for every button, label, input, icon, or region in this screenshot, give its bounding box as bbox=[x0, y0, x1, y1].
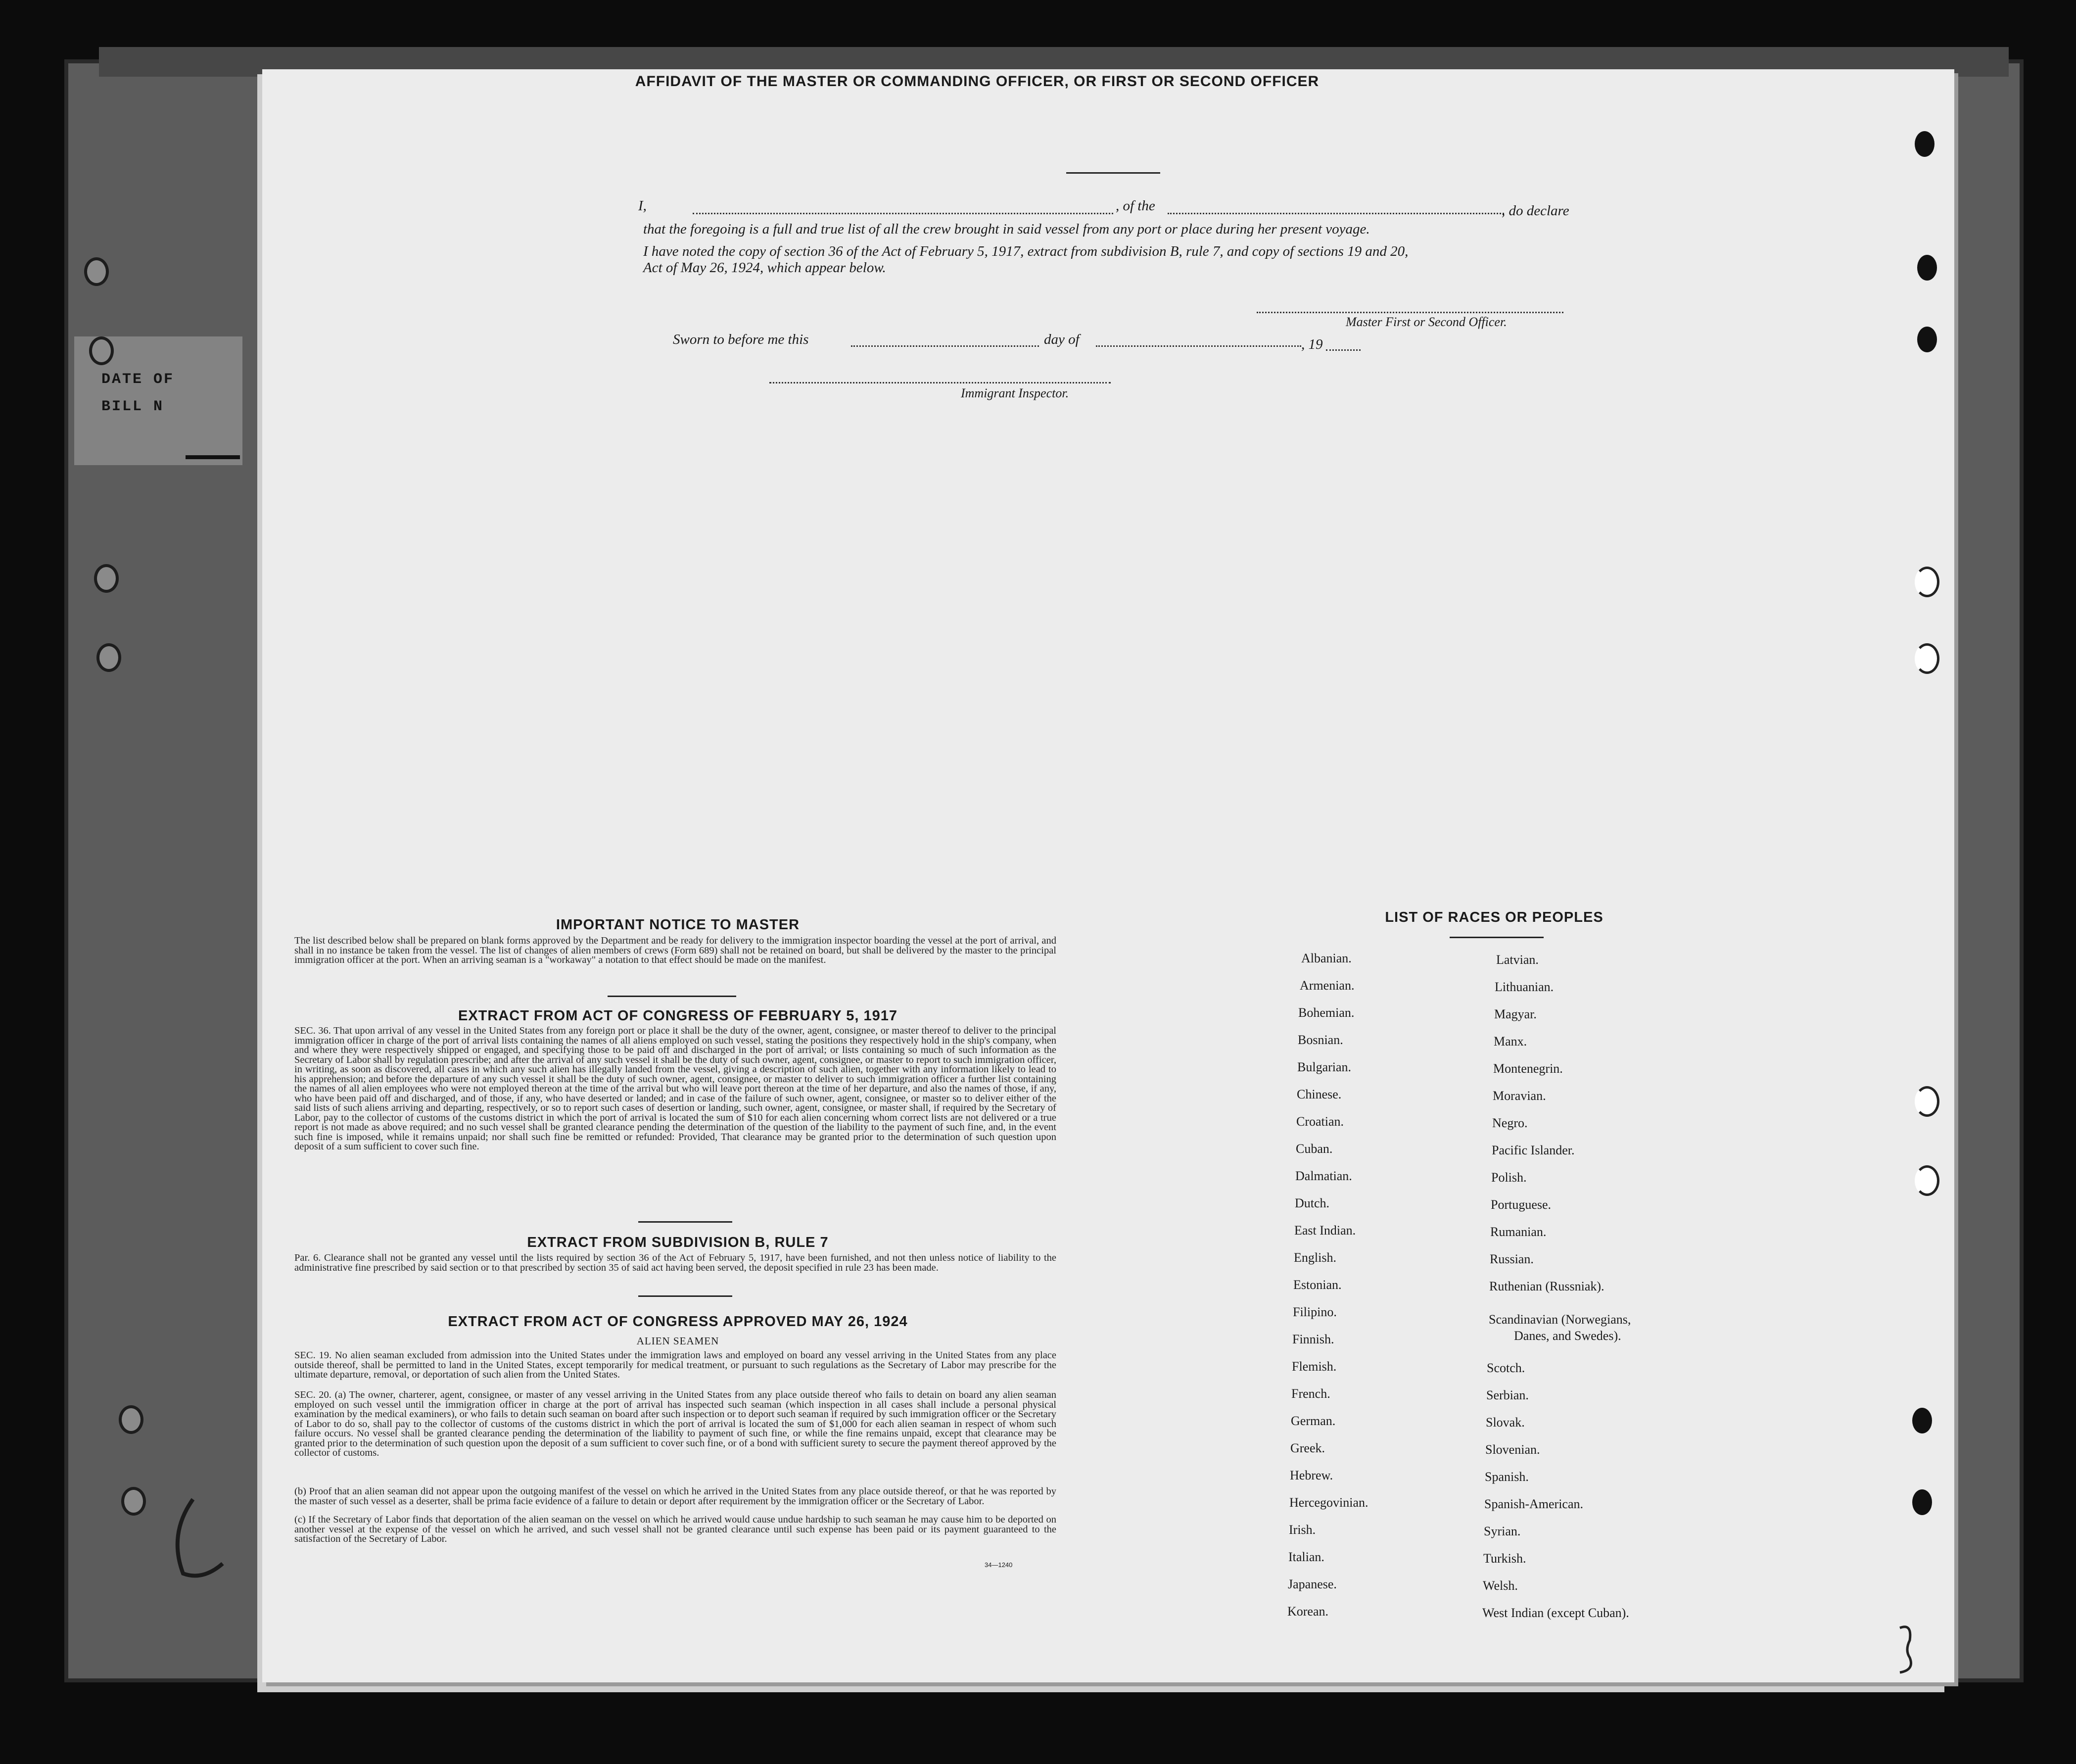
sec-20b-text: (b) Proof that an alien seaman did not appear upon the outgoing manifest of the vessel on which he arrived in the United States from any place outside thereof, or that he was reported by the master of such vessel as a deserter, shall be prima facie evidence of a failure to detain or deport after requirement by the immigration officer or the Secretary of Labor. bbox=[294, 1486, 1056, 1507]
day-of-label: day of bbox=[1044, 332, 1080, 347]
inspector-label: Immigrant Inspector. bbox=[961, 386, 1069, 400]
subdivision-b-title: EXTRACT FROM SUBDIVISION B, RULE 7 bbox=[527, 1235, 829, 1250]
binder-hole bbox=[96, 643, 121, 672]
race-item: Irish. bbox=[1289, 1523, 1316, 1537]
race-item: Slovak. bbox=[1486, 1415, 1525, 1430]
race-item: Dalmatian. bbox=[1295, 1169, 1352, 1183]
race-item: Russian. bbox=[1490, 1252, 1534, 1266]
race-item: Latvian. bbox=[1496, 953, 1539, 967]
of-the-label: , of the bbox=[1116, 198, 1155, 214]
affidavit-title: AFFIDAVIT OF THE MASTER OR COMMANDING OFFICER, OR FIRST OR SECOND OFFICER bbox=[635, 73, 1320, 90]
race-item: East Indian. bbox=[1294, 1223, 1356, 1238]
race-item: Finnish. bbox=[1292, 1332, 1334, 1346]
binder-hole bbox=[94, 564, 119, 593]
race-item: Montenegrin. bbox=[1493, 1061, 1563, 1076]
race-item: Negro. bbox=[1492, 1116, 1528, 1130]
race-item: Welsh. bbox=[1483, 1578, 1518, 1593]
race-item: Pacific Islander. bbox=[1492, 1143, 1575, 1157]
punch-hole bbox=[1915, 1165, 1939, 1196]
race-item: West Indian (except Cuban). bbox=[1482, 1606, 1629, 1620]
race-item: French. bbox=[1291, 1386, 1330, 1401]
race-item: Armenian. bbox=[1300, 978, 1355, 993]
master-signature-label: Master First or Second Officer. bbox=[1346, 315, 1507, 329]
punch-hole bbox=[1912, 1489, 1932, 1515]
race-item: Italian. bbox=[1288, 1550, 1324, 1564]
affidavit-i-label: I, bbox=[638, 198, 647, 214]
section-rule bbox=[638, 1221, 732, 1223]
race-item: Bulgarian. bbox=[1297, 1060, 1352, 1074]
race-item: Estonian. bbox=[1293, 1278, 1342, 1292]
race-item: Slovenian. bbox=[1485, 1442, 1540, 1457]
punch-hole bbox=[1915, 567, 1939, 597]
section-rule bbox=[638, 1295, 732, 1297]
race-item: Serbian. bbox=[1486, 1388, 1529, 1402]
binder-hole bbox=[121, 1487, 146, 1516]
subdivision-b-text: Par. 6. Clearance shall not be granted any vessel until the lists required by section 36 of the Act of February 5, 1917, have been furnished, and not then unless notice of liability to the administrative fine prescribed by said section or to that prescribed by section 35 of said act having been served, the deposit specified in rule 23 has been made. bbox=[294, 1252, 1056, 1273]
master-signature-line bbox=[1257, 312, 1563, 313]
binder-hole bbox=[119, 1405, 143, 1434]
race-item: Croatian. bbox=[1296, 1114, 1344, 1129]
inspector-signature-line bbox=[769, 382, 1111, 383]
race-item: Lithuanian. bbox=[1495, 980, 1554, 994]
year-blank-line bbox=[1326, 349, 1361, 351]
race-item: Scandinavian (Norwegians, bbox=[1489, 1312, 1631, 1327]
section-rule bbox=[608, 996, 736, 997]
race-item: Greek. bbox=[1290, 1441, 1325, 1455]
handwritten-mark bbox=[1890, 1623, 1925, 1677]
race-item: Rumanian. bbox=[1490, 1225, 1547, 1239]
races-title: LIST OF RACES OR PEOPLES bbox=[1385, 909, 1604, 925]
race-item: Scotch. bbox=[1487, 1361, 1525, 1375]
affidavit-line-3: I have noted the copy of section 36 of the Act of February 5, 1917, extract from subdivision B, rule 7, and copy of sections 19 and 20, bbox=[643, 243, 1409, 259]
binder-hole bbox=[89, 336, 114, 365]
race-item: Magyar. bbox=[1494, 1007, 1537, 1021]
sworn-month-line bbox=[1096, 345, 1301, 347]
sec-20a-text: SEC. 20. (a) The owner, charterer, agent, consignee, or master of any vessel arriving in the United States from any place outside thereof who fails to detain on board any alien seaman employed on such vessel until the immigration officer in charge at the port of arrival has inspected such seaman (which inspection in all cases shall include a personal physical examination by the medical examiners), or who fails to detain such seaman on board after such inspection or to deport such seaman if required by such immigration officer or the Secretary of Labor to do so, shall pay to the collector of customs of the customs district in which the port of arrival is located the sum of $1,000 for each alien seaman in respect of whom such failure occurs. No vessel shall be granted clearance pending the determination of the liability to payment of such fine, or while the fine remains unpaid, except that clearance may be granted prior to the determination of such question upon the deposit of a sum sufficient to cover such fine, or of a bond with sufficient surety to secure the payment thereof approved by the collector of customs. bbox=[294, 1389, 1056, 1458]
race-item: Polish. bbox=[1491, 1170, 1527, 1185]
vessel-blank-line bbox=[1168, 213, 1504, 214]
string-tie bbox=[163, 1494, 233, 1583]
extract-1917-title: EXTRACT FROM ACT OF CONGRESS OF FEBRUARY 5, 1917 bbox=[458, 1008, 898, 1024]
race-item: Bosnian. bbox=[1298, 1033, 1343, 1047]
race-item: Filipino. bbox=[1293, 1305, 1337, 1319]
notice-text: The list described below shall be prepared on blank forms approved by the Department and be ready for delivery to the immigration inspector boarding the vessel at the port of arrival, and shall in no instance be taken from the vessel. The list of changes of alien members of crews (Form 689) shall not be retained on board, but shall be delivered by the master to the principal immigration officer at the port. When an arriving seaman is a "workaway" a notation to that effect should be made on the manifest. bbox=[294, 935, 1056, 965]
notice-title: IMPORTANT NOTICE TO MASTER bbox=[556, 917, 800, 933]
race-item: Portuguese. bbox=[1491, 1197, 1552, 1212]
punch-hole bbox=[1912, 1408, 1932, 1433]
punch-hole bbox=[1917, 327, 1937, 352]
race-item: Ruthenian (Russniak). bbox=[1489, 1279, 1604, 1293]
race-item: Albanian. bbox=[1301, 951, 1352, 965]
race-item: Flemish. bbox=[1292, 1359, 1337, 1374]
race-item: Japanese. bbox=[1288, 1577, 1337, 1591]
race-item: Dutch. bbox=[1295, 1196, 1330, 1210]
race-item: Hebrew. bbox=[1290, 1468, 1333, 1482]
punch-hole bbox=[1915, 1086, 1939, 1117]
affidavit-line-4: Act of May 26, 1924, which appear below. bbox=[643, 260, 886, 276]
race-item: Bohemian. bbox=[1298, 1005, 1355, 1020]
race-item: Danes, and Swedes). bbox=[1514, 1329, 1621, 1343]
do-declare-label: , do declare bbox=[1502, 203, 1569, 219]
race-item: Spanish. bbox=[1485, 1470, 1529, 1484]
race-item: Syrian. bbox=[1484, 1524, 1521, 1538]
title-rule bbox=[1066, 172, 1160, 174]
sworn-day-line bbox=[851, 345, 1039, 347]
punch-hole bbox=[1915, 643, 1939, 674]
race-item: Spanish-American. bbox=[1484, 1497, 1584, 1511]
bill-label: BILL N bbox=[101, 398, 164, 415]
name-blank-line bbox=[693, 213, 1113, 214]
form-number: 34—1240 bbox=[985, 1561, 1013, 1569]
year-label: , 19 bbox=[1301, 336, 1323, 352]
sec-19-text: SEC. 19. No alien seaman excluded from admission into the United States under the immigration laws and employed on board any vessel arriving in the United States from any place outside thereof, shall be permitted to land in the United States, except temporarily for medical treatment, or pursuant to such regulations as the Secretary of Labor may prescribe for the ultimate departure, removal, or deportation of such alien from the United States. bbox=[294, 1350, 1056, 1380]
race-item: Turkish. bbox=[1483, 1551, 1526, 1566]
punch-hole bbox=[1915, 131, 1934, 157]
races-title-rule bbox=[1450, 937, 1544, 938]
race-item: Moravian. bbox=[1493, 1089, 1546, 1103]
dash-mark bbox=[186, 455, 240, 459]
race-item: Chinese. bbox=[1297, 1087, 1342, 1101]
race-item: Korean. bbox=[1287, 1604, 1329, 1619]
punch-hole bbox=[1917, 255, 1937, 281]
sworn-label: Sworn to before me this bbox=[673, 332, 809, 347]
date-of-label: DATE OF bbox=[101, 371, 175, 388]
affidavit-line-2: that the foregoing is a full and true list of all the crew brought in said vessel from any port or place during her present voyage. bbox=[643, 221, 1370, 237]
alien-seamen-subtitle: ALIEN SEAMEN bbox=[636, 1335, 719, 1347]
extract-1924-title: EXTRACT FROM ACT OF CONGRESS APPROVED MAY 26, 1924 bbox=[448, 1314, 908, 1330]
binder-hole bbox=[84, 257, 109, 286]
race-item: English. bbox=[1294, 1250, 1336, 1265]
race-item: German. bbox=[1291, 1414, 1336, 1428]
race-item: Hercegovinian. bbox=[1289, 1495, 1368, 1510]
race-item: Manx. bbox=[1494, 1034, 1527, 1049]
race-item: Cuban. bbox=[1296, 1142, 1333, 1156]
extract-1917-text: SEC. 36. That upon arrival of any vessel in the United States from any foreign port or place it shall be the duty of the owner, agent, consignee, or master thereof to deliver to the principal immigration officer in charge of the port of arrival lists containing the names of all aliens employed on such vessel, stating the positions they respectively hold in the ship's company, when and where they were respectively shipped or engaged, and specifying those to be paid off and discharged in the port of arrival; or lists containing so much of such information as the Secretary of Labor shall by regulation prescribe; and after the arrival of any such vessel it shall be the duty of such owner, agent, consignee, or master to report to such immigration officer, in writing, as soon as discovered, all cases in which any such alien has illegally landed from the vessel, giving a description of such alien, together with any information likely to lead to his apprehension; and before the departure of any such vessel it shall be the duty of such owner, agent, consignee, or master to deliver to such immigration officer a further list containing the names of all alien employees who were not employed thereon at the time of the arrival but who will leave port thereon at the time of her departure, and also the names of those, if any, who have been paid off and discharged, and of those, if any, who have deserted or landed; and in case of the failure of such owner, agent, consignee, or master so to deliver either of the said lists of such aliens arriving and departing, respectively, or so to report such cases of desertion or landing, such owner, agent, consignee, or master shall, if required by the Secretary of Labor, pay to the collector of customs of the customs district in which the port of arrival is located the sum of $10 for each alien concerning whom correct lists are not delivered or a true report is not made as above required; and no such vessel shall be granted clearance pending the determination of the question of the liability to the payment of such fine, and, in the event such fine is imposed, while it remains unpaid; nor shall such fine be remitted or refunded: Provided, That clearance may be granted prior to the determination of such question upon deposit of a sum sufficient to cover such fine. bbox=[294, 1025, 1056, 1152]
sec-20c-text: (c) If the Secretary of Labor finds that deportation of the alien seaman on the vessel on which he arrived would cause undue hardship to such seaman he may cause him to be deported on another vessel at the expense of the vessel on which he arrived, and such vessel shall not be granted clearance until such expense has been paid or its payment guaranteed to the satisfaction of the Secretary of Labor. bbox=[294, 1514, 1056, 1544]
